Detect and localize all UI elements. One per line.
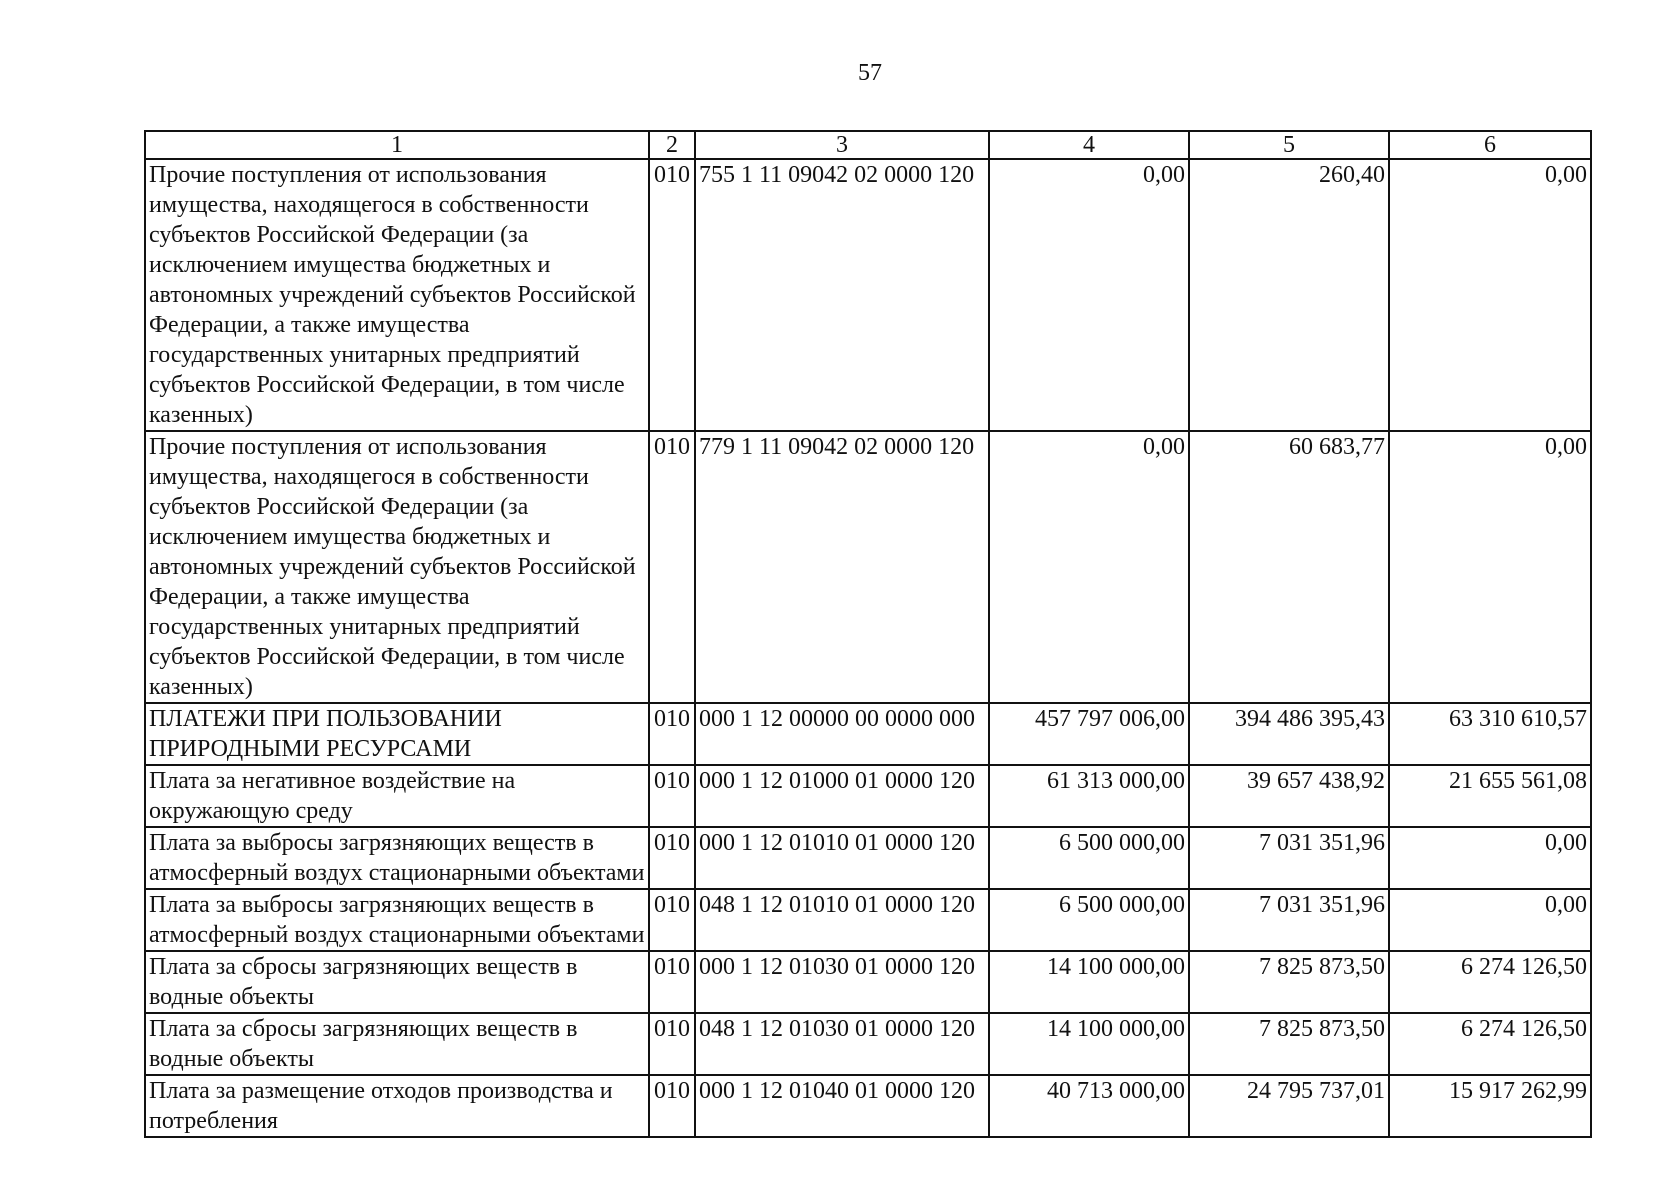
row-approved: 14 100 000,00 [989, 951, 1189, 1013]
row-approved: 457 797 006,00 [989, 703, 1189, 765]
table-row [145, 1075, 1591, 1137]
column-header-3: 3 [695, 131, 989, 159]
row-budget-code: 000 1 12 01040 01 0000 120 [695, 1075, 989, 1137]
row-line-code: 010 [649, 1013, 695, 1075]
table-row [145, 703, 1591, 765]
row-approved: 6 500 000,00 [989, 827, 1189, 889]
row-unexecuted: 21 655 561,08 [1389, 765, 1591, 827]
row-budget-code: 000 1 12 01010 01 0000 120 [695, 827, 989, 889]
row-name: Плата за выбросы загрязняющих веществ в атмосферный воздух стационарными объектами [145, 827, 649, 889]
row-approved: 61 313 000,00 [989, 765, 1189, 827]
row-name: Плата за сбросы загрязняющих веществ в водные объекты [145, 951, 649, 1013]
row-line-code: 010 [649, 1075, 695, 1137]
row-unexecuted: 15 917 262,99 [1389, 1075, 1591, 1137]
row-unexecuted: 6 274 126,50 [1389, 951, 1591, 1013]
table-row [145, 159, 1591, 431]
page-number: 57 [858, 60, 882, 86]
row-line-code: 010 [649, 827, 695, 889]
row-executed: 39 657 438,92 [1189, 765, 1389, 827]
row-approved: 6 500 000,00 [989, 889, 1189, 951]
row-line-code: 010 [649, 703, 695, 765]
row-approved: 0,00 [989, 159, 1189, 431]
row-executed: 60 683,77 [1189, 431, 1389, 703]
row-name: Плата за негативное воздействие на окружающую среду [145, 765, 649, 827]
row-unexecuted: 0,00 [1389, 889, 1591, 951]
row-line-code: 010 [649, 159, 695, 431]
column-header-6: 6 [1389, 131, 1591, 159]
column-header-1: 1 [145, 131, 649, 159]
row-budget-code: 779 1 11 09042 02 0000 120 [695, 431, 989, 703]
table-row [145, 951, 1591, 1013]
row-budget-code: 755 1 11 09042 02 0000 120 [695, 159, 989, 431]
revenue-table [144, 130, 1592, 1138]
row-unexecuted: 6 274 126,50 [1389, 1013, 1591, 1075]
row-executed: 24 795 737,01 [1189, 1075, 1389, 1137]
row-name: ПЛАТЕЖИ ПРИ ПОЛЬЗОВАНИИ ПРИРОДНЫМИ РЕСУРСАМИ [145, 703, 649, 765]
row-unexecuted: 63 310 610,57 [1389, 703, 1591, 765]
row-executed: 394 486 395,43 [1189, 703, 1389, 765]
table-row [145, 431, 1591, 703]
row-unexecuted: 0,00 [1389, 159, 1591, 431]
table-row [145, 1013, 1591, 1075]
row-name: Прочие поступления от использования имущества, находящегося в собственности субъектов Российской Федерации (за исключением имущества бюджетных и автономных учреждений субъектов Российской Федерации, а также имущества государственных унитарных предприятий субъектов Российской Федерации, в том числе казенных) [145, 159, 649, 431]
row-executed: 7 031 351,96 [1189, 827, 1389, 889]
row-executed: 7 825 873,50 [1189, 1013, 1389, 1075]
row-name: Прочие поступления от использования имущества, находящегося в собственности субъектов Российской Федерации (за исключением имущества бюджетных и автономных учреждений субъектов Российской Федерации, а также имущества государственных унитарных предприятий субъектов Российской Федерации, в том числе казенных) [145, 431, 649, 703]
column-header-2: 2 [649, 131, 695, 159]
row-executed: 7 825 873,50 [1189, 951, 1389, 1013]
row-unexecuted: 0,00 [1389, 431, 1591, 703]
row-executed: 7 031 351,96 [1189, 889, 1389, 951]
row-executed: 260,40 [1189, 159, 1389, 431]
row-approved: 40 713 000,00 [989, 1075, 1189, 1137]
row-budget-code: 000 1 12 01000 01 0000 120 [695, 765, 989, 827]
row-budget-code: 000 1 12 00000 00 0000 000 [695, 703, 989, 765]
column-header-5: 5 [1189, 131, 1389, 159]
row-name: Плата за сбросы загрязняющих веществ в водные объекты [145, 1013, 649, 1075]
row-line-code: 010 [649, 765, 695, 827]
row-name: Плата за размещение отходов производства и потребления [145, 1075, 649, 1137]
row-budget-code: 048 1 12 01030 01 0000 120 [695, 1013, 989, 1075]
row-approved: 14 100 000,00 [989, 1013, 1189, 1075]
row-line-code: 010 [649, 431, 695, 703]
table-header-row [145, 131, 1591, 159]
table-row [145, 827, 1591, 889]
table-row [145, 889, 1591, 951]
column-header-4: 4 [989, 131, 1189, 159]
row-approved: 0,00 [989, 431, 1189, 703]
table-row [145, 765, 1591, 827]
row-unexecuted: 0,00 [1389, 827, 1591, 889]
row-budget-code: 000 1 12 01030 01 0000 120 [695, 951, 989, 1013]
row-budget-code: 048 1 12 01010 01 0000 120 [695, 889, 989, 951]
row-name: Плата за выбросы загрязняющих веществ в атмосферный воздух стационарными объектами [145, 889, 649, 951]
row-line-code: 010 [649, 951, 695, 1013]
row-line-code: 010 [649, 889, 695, 951]
